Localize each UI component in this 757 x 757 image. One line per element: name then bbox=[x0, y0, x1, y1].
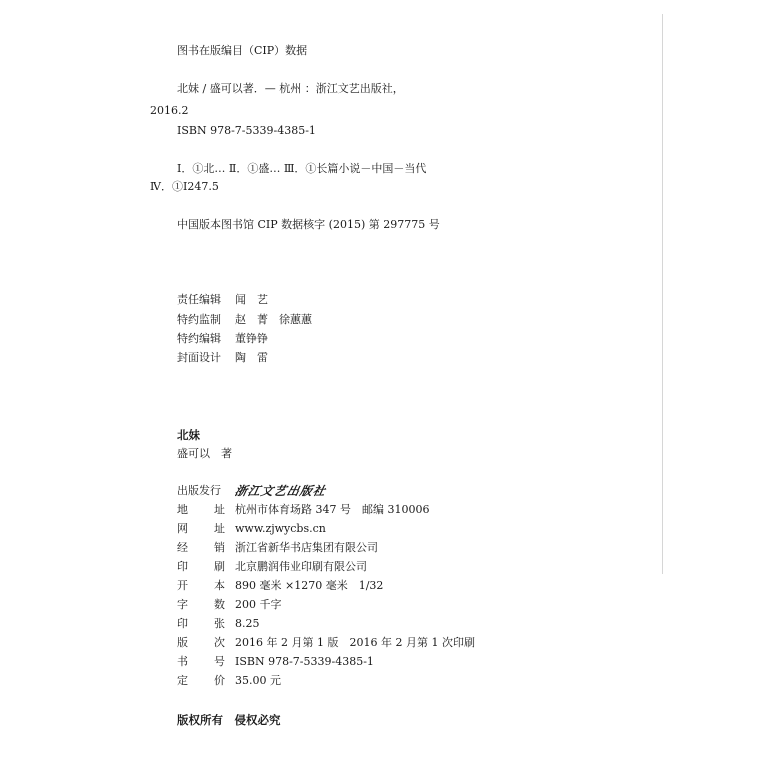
info-key-char: 张 bbox=[214, 617, 225, 630]
info-value: www.zjwycbs.cn bbox=[235, 522, 326, 535]
info-key-char: 版 bbox=[177, 636, 188, 649]
info-value: 8.25 bbox=[235, 617, 260, 630]
info-key-char: 字 bbox=[177, 598, 188, 611]
cip-data-number: 中国版本图书馆 CIP 数据核字 (2015) 第 297775 号 bbox=[177, 218, 440, 231]
cip-classification-1: Ⅰ．①北… Ⅱ．①盛… Ⅲ．①长篇小说－中国－当代 bbox=[177, 162, 427, 175]
info-key-char: 印 bbox=[177, 560, 188, 573]
info-key-char: 号 bbox=[214, 655, 225, 668]
credit-label: 封面设计 bbox=[177, 351, 221, 364]
book-author: 盛可以 著 bbox=[177, 447, 232, 460]
credit-label: 特约编辑 bbox=[177, 332, 221, 345]
info-value: 杭州市体育场路 347 号 邮编 310006 bbox=[235, 503, 430, 516]
info-key-char: 次 bbox=[214, 636, 225, 649]
info-value: ISBN 978-7-5339-4385-1 bbox=[235, 655, 374, 668]
info-key-char: 销 bbox=[214, 541, 225, 554]
info-key-char: 址 bbox=[214, 503, 225, 516]
info-key-char: 经 bbox=[177, 541, 188, 554]
info-key-char: 地 bbox=[177, 503, 188, 516]
cip-line-2: 2016.2 bbox=[150, 104, 189, 117]
credit-label: 特约监制 bbox=[177, 313, 221, 326]
cip-isbn: ISBN 978-7-5339-4385-1 bbox=[177, 124, 316, 137]
info-key-char: 价 bbox=[214, 674, 225, 687]
info-key-char: 网 bbox=[177, 522, 188, 535]
publisher-logo-text: 浙江文艺出版社 bbox=[233, 484, 328, 498]
info-key-char: 数 bbox=[214, 598, 225, 611]
info-key-char: 本 bbox=[214, 579, 225, 592]
info-key-char: 刷 bbox=[214, 560, 225, 573]
cip-heading: 图书在版编目（CIP）数据 bbox=[177, 44, 308, 57]
info-value: 浙江省新华书店集团有限公司 bbox=[235, 541, 378, 554]
credit-value: 闻 艺 bbox=[235, 293, 268, 306]
credit-value: 陶 雷 bbox=[235, 351, 268, 364]
page-edge-line bbox=[662, 14, 663, 574]
info-key-char: 开 bbox=[177, 579, 188, 592]
cip-line-1: 北妹 / 盛可以著．— 杭州 ：浙江文艺出版社， bbox=[177, 82, 404, 95]
copyright-notice: 版权所有 侵权必究 bbox=[177, 713, 281, 727]
info-value: 890 毫米 ×1270 毫米 1/32 bbox=[235, 579, 384, 592]
cip-classification-2: Ⅳ．①I247.5 bbox=[150, 180, 219, 193]
publisher-label: 出版发行 bbox=[177, 484, 221, 497]
credit-value: 赵 菁 徐蕙蕙 bbox=[235, 313, 312, 326]
credit-label: 责任编辑 bbox=[177, 293, 221, 306]
info-value: 35.00 元 bbox=[235, 674, 281, 687]
info-value: 北京鹏润伟业印刷有限公司 bbox=[235, 560, 367, 573]
publisher-logo bbox=[235, 484, 326, 499]
info-value: 2016 年 2 月第 1 版 2016 年 2 月第 1 次印刷 bbox=[235, 636, 475, 649]
info-value: 200 千字 bbox=[235, 598, 282, 611]
book-title: 北妹 bbox=[177, 428, 200, 442]
info-key-char: 址 bbox=[214, 522, 225, 535]
info-key-char: 定 bbox=[177, 674, 188, 687]
info-key-char: 书 bbox=[177, 655, 188, 668]
credit-value: 董铮铮 bbox=[235, 332, 268, 345]
info-key-char: 印 bbox=[177, 617, 188, 630]
